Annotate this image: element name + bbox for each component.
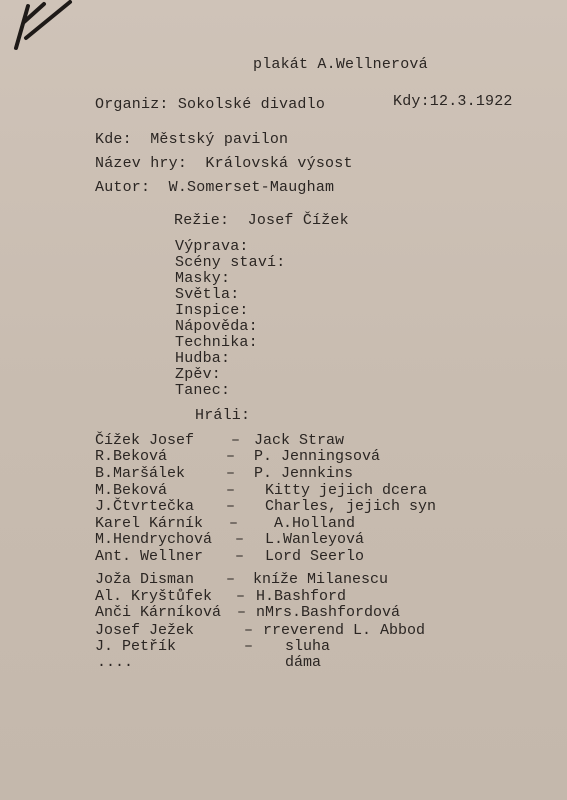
cast-dash: – xyxy=(226,571,236,588)
cast-actor: J.Čtvrtečka xyxy=(95,498,195,515)
cast-actor: M.Beková xyxy=(95,482,168,499)
crew-item: Světla: xyxy=(175,286,240,303)
cast-dash: – xyxy=(226,465,236,482)
play-title-line: Název hry: Královská výsost xyxy=(95,155,353,172)
cast-dash: – xyxy=(226,482,236,499)
cast-role: Kitty jejich dcera xyxy=(265,482,428,499)
date-line: Kdy:12.3.1922 xyxy=(393,93,513,110)
handwritten-mark xyxy=(6,0,76,55)
cast-dash: – xyxy=(229,515,239,532)
cast-role: Charles, jejich syn xyxy=(265,498,437,515)
cast-actor: M.Hendrychová xyxy=(95,531,213,548)
cast-role: dáma xyxy=(285,654,322,671)
cast-actor: Anči Kárníková xyxy=(95,604,222,621)
cast-actor: Al. Kryštůfek xyxy=(95,588,213,605)
crew-item: Scény staví: xyxy=(175,254,286,271)
place-line: Kde: Městský pavilon xyxy=(95,131,289,148)
cast-role: sluha xyxy=(285,638,331,655)
crew-item: Inspice: xyxy=(175,302,249,319)
cast-actor: Čížek Josef xyxy=(95,432,195,449)
cast-role: Jack Straw xyxy=(254,432,345,449)
cast-dash: – xyxy=(236,588,246,605)
cast-actor: Ant. Wellner xyxy=(95,548,204,565)
cast-role: L.Wanleyová xyxy=(265,531,365,548)
cast-dash: – xyxy=(235,531,245,548)
cast-role: P. Jennkins xyxy=(254,465,354,482)
poster-line: plakát A.Wellnerová xyxy=(253,56,428,73)
crew-item: Hudba: xyxy=(175,350,231,367)
cast-dash: – xyxy=(244,622,254,639)
cast-dash: – xyxy=(226,448,236,465)
cast-actor: J. Petřík xyxy=(95,638,177,655)
organizer-line: Organiz: Sokolské divadlo xyxy=(95,96,326,113)
cast-actor: .... xyxy=(97,654,134,671)
cast-role: rreverend L. Abbod xyxy=(263,622,426,639)
crew-item: Masky: xyxy=(175,270,231,287)
cast-role: H.Bashford xyxy=(256,588,347,605)
crew-item: Technika: xyxy=(175,334,258,351)
crew-item: Nápověda: xyxy=(175,318,258,335)
cast-role: A.Holland xyxy=(274,515,356,532)
crew-item: Výprava: xyxy=(175,238,249,255)
cast-dash: – xyxy=(226,498,236,515)
cast-heading: Hráli: xyxy=(195,407,251,424)
director-line: Režie: Josef Čížek xyxy=(174,212,349,229)
cast-dash: – xyxy=(237,604,247,621)
cast-actor: B.Maršálek xyxy=(95,465,186,482)
cast-actor: Karel Kárník xyxy=(95,515,204,532)
cast-dash: – xyxy=(244,638,254,655)
cast-dash: – xyxy=(235,548,245,565)
cast-role: P. Jenningsová xyxy=(254,448,381,465)
cast-actor: Joža Disman xyxy=(95,571,195,588)
cast-role: Lord Seerlo xyxy=(265,548,365,565)
cast-role: kníže Milanescu xyxy=(253,571,389,588)
author-line: Autor: W.Somerset-Maugham xyxy=(95,179,335,196)
cast-role: nMrs.Bashfordová xyxy=(256,604,401,621)
cast-actor: Josef Ježek xyxy=(95,622,195,639)
cast-actor: R.Beková xyxy=(95,448,168,465)
crew-item: Zpěv: xyxy=(175,366,222,383)
cast-dash: – xyxy=(231,432,241,449)
crew-item: Tanec: xyxy=(175,382,231,399)
